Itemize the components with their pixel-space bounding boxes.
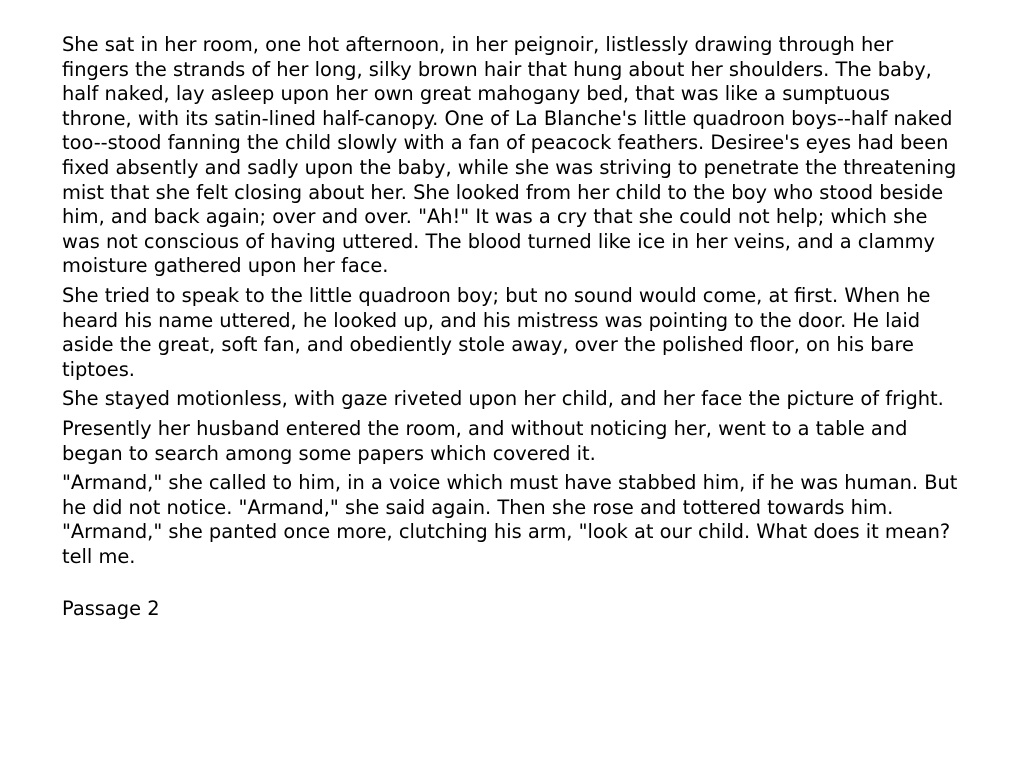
paragraph-2: She tried to speak to the little quadroon boy; but no sound would come, at first. When he heard his name uttered, he looked up, and his mistress was pointing to the door. He laid aside the great, soft fan, and obediently stole away, over the polished floor, on his bare tiptoes. <box>62 283 931 381</box>
paragraph-5: "Armand," she called to him, in a voice which must have stabbed him, if he was human. But he did not notice. "Armand," she said again. Then she rose and tottered towards him. "Armand," she panted once more, clutching his arm, "look at our child. What does it mean? tell me. <box>62 471 958 568</box>
passage-label: Passage 2 <box>62 597 160 621</box>
paragraph-1: She sat in her room, one hot afternoon, in her peignoir, listlessly drawing through her fingers the strands of her long, silky brown hair that hung about her shoulders. The baby, half naked, lay asleep upon her own great mahogany bed, that was like a sumptuous throne, with its satin-lined half-canopy. One of La Blanche's little quadroon boys--half naked too--stood fanning the child slowly with a fan of peacock feathers. Desiree's eyes had been fixed absently and sadly upon the baby, while she was striving to penetrate the threatening mist that she felt closing about her. She looked from her child to the boy who stood beside him, and back again; over and over. "Ah!" It was a cry that she could not help; which she was not conscious of having uttered. The blood turned like ice in her veins, and a clammy moisture gathered upon her face. <box>62 33 957 278</box>
slide-body <box>62 33 962 622</box>
paragraph-4: Presently her husband entered the room, and without noticing her, went to a table and began to search among some papers which covered it. <box>62 416 908 465</box>
blank-line <box>62 574 962 597</box>
paragraph-3: She stayed motionless, with gaze riveted upon her child, and her face the picture of fright. <box>62 387 944 411</box>
